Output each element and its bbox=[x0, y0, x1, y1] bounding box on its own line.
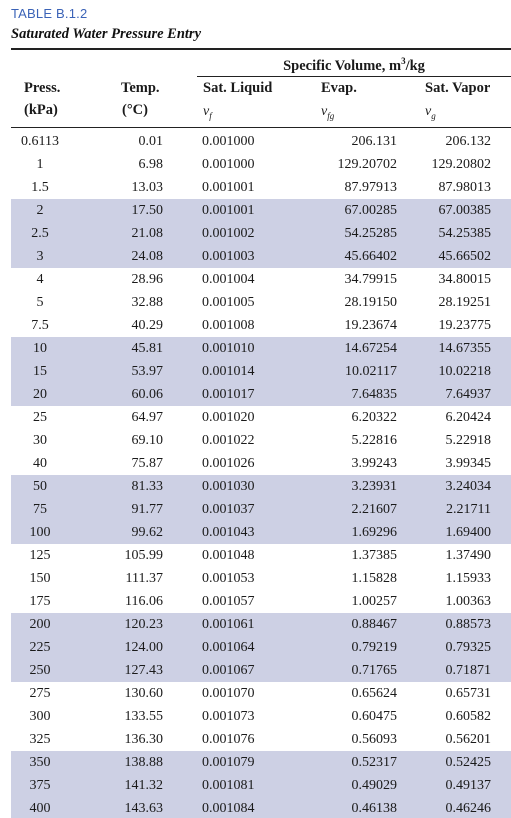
sat-liquid-cell: 0.001000 bbox=[202, 134, 255, 149]
press-cell: 10 bbox=[33, 341, 47, 356]
table-row bbox=[11, 613, 511, 636]
temp-cell: 143.63 bbox=[124, 801, 163, 816]
sat-liquid-cell: 0.001037 bbox=[202, 502, 255, 517]
press-cell: 30 bbox=[33, 433, 47, 448]
evap-cell: 10.02117 bbox=[345, 364, 397, 379]
sat-vapor-cell: 19.23775 bbox=[438, 318, 491, 333]
sat-liquid-header: Sat. Liquid bbox=[203, 80, 273, 96]
sat-liquid-cell: 0.001061 bbox=[202, 617, 255, 632]
evap-cell: 2.21607 bbox=[351, 502, 397, 517]
row-group bbox=[11, 544, 511, 613]
evap-cell: 0.79219 bbox=[351, 640, 397, 655]
sat-liquid-cell: 0.001017 bbox=[202, 387, 255, 402]
sat-vapor-cell: 0.88573 bbox=[445, 617, 491, 632]
press-cell: 200 bbox=[29, 617, 51, 632]
temp-cell: 40.29 bbox=[131, 318, 163, 333]
sat-liquid-cell: 0.001004 bbox=[202, 272, 255, 287]
sat-liquid-cell: 0.001053 bbox=[202, 571, 255, 586]
table-row bbox=[11, 337, 511, 360]
sat-liquid-cell: 0.001001 bbox=[202, 180, 255, 195]
sat-liquid-cell: 0.001001 bbox=[202, 203, 255, 218]
evap-cell: 206.131 bbox=[351, 134, 397, 149]
table-row bbox=[11, 314, 511, 337]
sat-liquid-cell: 0.001002 bbox=[202, 226, 255, 241]
press-cell: 3 bbox=[36, 249, 44, 264]
row-group bbox=[11, 682, 511, 751]
sat-vapor-symbol: $v_g$ bbox=[425, 104, 436, 121]
table-row bbox=[11, 130, 511, 153]
sat-vapor-header: Sat. Vapor bbox=[425, 80, 491, 96]
evap-cell: 3.99243 bbox=[351, 456, 397, 471]
temp-cell: 133.55 bbox=[124, 709, 163, 724]
press-cell: 50 bbox=[33, 479, 47, 494]
table-row bbox=[11, 521, 511, 544]
evap-symbol: $v_{fg}$ bbox=[321, 104, 335, 121]
sat-liquid-cell: 0.001020 bbox=[202, 410, 255, 425]
sat-vapor-cell: 7.64937 bbox=[445, 387, 491, 402]
evap-cell: 0.60475 bbox=[351, 709, 397, 724]
table-row bbox=[11, 360, 511, 383]
row-group bbox=[11, 751, 511, 818]
temp-cell: 28.96 bbox=[131, 272, 163, 287]
table-row bbox=[11, 590, 511, 613]
sat-vapor-cell: 14.67355 bbox=[438, 341, 491, 356]
temp-cell: 13.03 bbox=[131, 180, 163, 195]
press-header: Press. bbox=[24, 80, 61, 96]
evap-cell: 0.65624 bbox=[351, 686, 397, 701]
table-row bbox=[11, 222, 511, 245]
evap-cell: 3.23931 bbox=[351, 479, 397, 494]
header-bottom-rule bbox=[11, 127, 511, 128]
table-row bbox=[11, 544, 511, 567]
temp-cell: 138.88 bbox=[124, 755, 163, 770]
sat-liquid-cell: 0.001067 bbox=[202, 663, 255, 678]
press-cell: 325 bbox=[29, 732, 51, 747]
sat-vapor-cell: 28.19251 bbox=[438, 295, 491, 310]
evap-cell: 0.49029 bbox=[351, 778, 397, 793]
evap-cell: 0.52317 bbox=[351, 755, 397, 770]
table-row bbox=[11, 728, 511, 751]
press-cell: 15 bbox=[33, 364, 47, 379]
press-cell: 0.6113 bbox=[21, 134, 59, 149]
temp-cell: 120.23 bbox=[124, 617, 163, 632]
table-row bbox=[11, 429, 511, 452]
saturated-water-table bbox=[11, 130, 511, 818]
temp-cell: 0.01 bbox=[138, 134, 163, 149]
press-cell: 375 bbox=[29, 778, 51, 793]
evap-cell: 5.22816 bbox=[351, 433, 397, 448]
press-cell: 4 bbox=[36, 272, 44, 287]
temp-cell: 116.06 bbox=[125, 594, 163, 609]
sat-vapor-cell: 206.132 bbox=[445, 134, 491, 149]
table-row bbox=[11, 268, 511, 291]
evap-header: Evap. bbox=[321, 80, 357, 96]
sat-vapor-cell: 54.25385 bbox=[438, 226, 491, 241]
temp-unit: (°C) bbox=[122, 102, 148, 118]
top-rule bbox=[11, 48, 511, 50]
press-cell: 300 bbox=[29, 709, 51, 724]
temp-cell: 81.33 bbox=[131, 479, 163, 494]
temp-cell: 105.99 bbox=[124, 548, 163, 563]
sat-liquid-cell: 0.001003 bbox=[202, 249, 255, 264]
table-row bbox=[11, 199, 511, 222]
temp-cell: 60.06 bbox=[131, 387, 163, 402]
evap-cell: 0.46138 bbox=[351, 801, 397, 816]
press-cell: 350 bbox=[29, 755, 51, 770]
row-group bbox=[11, 130, 511, 199]
temp-cell: 53.97 bbox=[131, 364, 163, 379]
sat-vapor-cell: 67.00385 bbox=[438, 203, 491, 218]
sat-liquid-cell: 0.001026 bbox=[202, 456, 255, 471]
temp-cell: 17.50 bbox=[131, 203, 163, 218]
sat-vapor-cell: 1.15933 bbox=[445, 571, 491, 586]
temp-cell: 136.30 bbox=[124, 732, 163, 747]
evap-cell: 1.37385 bbox=[351, 548, 397, 563]
temp-cell: 99.62 bbox=[131, 525, 163, 540]
sat-liquid-cell: 0.001084 bbox=[202, 801, 255, 816]
press-cell: 2.5 bbox=[31, 226, 49, 241]
sat-liquid-symbol: $v_f$ bbox=[203, 104, 212, 121]
sat-vapor-cell: 5.22918 bbox=[445, 433, 491, 448]
evap-cell: 1.00257 bbox=[351, 594, 397, 609]
table-row bbox=[11, 751, 511, 774]
sat-vapor-cell: 6.20424 bbox=[445, 410, 491, 425]
row-group bbox=[11, 475, 511, 544]
row-group bbox=[11, 613, 511, 682]
press-cell: 175 bbox=[29, 594, 51, 609]
evap-cell: 45.66402 bbox=[344, 249, 397, 264]
evap-cell: 34.79915 bbox=[344, 272, 397, 287]
press-cell: 250 bbox=[29, 663, 51, 678]
row-group bbox=[11, 268, 511, 337]
table-row bbox=[11, 383, 511, 406]
press-cell: 1.5 bbox=[31, 180, 49, 195]
sat-vapor-cell: 87.98013 bbox=[438, 180, 491, 195]
sat-liquid-cell: 0.001043 bbox=[202, 525, 255, 540]
sat-liquid-cell: 0.001005 bbox=[202, 295, 255, 310]
table-row bbox=[11, 176, 511, 199]
sat-vapor-cell: 34.80015 bbox=[438, 272, 491, 287]
evap-cell: 0.88467 bbox=[351, 617, 397, 632]
temp-cell: 130.60 bbox=[124, 686, 163, 701]
press-cell: 2 bbox=[36, 203, 44, 218]
sat-vapor-cell: 0.71871 bbox=[445, 663, 491, 678]
sat-vapor-cell: 10.02218 bbox=[438, 364, 491, 379]
sat-liquid-cell: 0.001014 bbox=[202, 364, 255, 379]
temp-cell: 111.37 bbox=[125, 571, 163, 586]
evap-cell: 129.20702 bbox=[337, 157, 397, 172]
temp-cell: 32.88 bbox=[131, 295, 163, 310]
sat-liquid-cell: 0.001057 bbox=[202, 594, 255, 609]
sat-vapor-cell: 1.37490 bbox=[445, 548, 491, 563]
sat-liquid-cell: 0.001070 bbox=[202, 686, 255, 701]
temp-cell: 69.10 bbox=[131, 433, 163, 448]
row-group bbox=[11, 337, 511, 406]
evap-cell: 0.71765 bbox=[351, 663, 397, 678]
table-row bbox=[11, 475, 511, 498]
evap-cell: 28.19150 bbox=[344, 295, 397, 310]
table-row bbox=[11, 797, 511, 818]
evap-cell: 7.64835 bbox=[351, 387, 397, 402]
temp-cell: 124.00 bbox=[124, 640, 163, 655]
press-cell: 400 bbox=[29, 801, 51, 816]
sat-vapor-cell: 0.46246 bbox=[445, 801, 491, 816]
press-cell: 25 bbox=[33, 410, 47, 425]
sat-vapor-cell: 0.49137 bbox=[445, 778, 491, 793]
press-cell: 275 bbox=[29, 686, 51, 701]
temp-cell: 91.77 bbox=[131, 502, 163, 517]
table-row bbox=[11, 705, 511, 728]
sat-vapor-cell: 1.00363 bbox=[445, 594, 491, 609]
evap-cell: 6.20322 bbox=[351, 410, 397, 425]
sat-vapor-cell: 0.60582 bbox=[445, 709, 491, 724]
press-unit: (kPa) bbox=[24, 102, 58, 118]
press-cell: 100 bbox=[29, 525, 51, 540]
temp-cell: 6.98 bbox=[138, 157, 163, 172]
sat-liquid-cell: 0.001081 bbox=[202, 778, 255, 793]
press-cell: 7.5 bbox=[31, 318, 49, 333]
sat-vapor-cell: 45.66502 bbox=[438, 249, 491, 264]
sat-vapor-cell: 129.20802 bbox=[431, 157, 491, 172]
table-row bbox=[11, 682, 511, 705]
press-cell: 40 bbox=[33, 456, 47, 471]
evap-cell: 54.25285 bbox=[344, 226, 397, 241]
temp-cell: 24.08 bbox=[131, 249, 163, 264]
press-cell: 150 bbox=[29, 571, 51, 586]
table-row bbox=[11, 774, 511, 797]
table-title: Saturated Water Pressure Entry bbox=[11, 26, 202, 42]
table-row bbox=[11, 498, 511, 521]
evap-cell: 1.15828 bbox=[351, 571, 397, 586]
evap-cell: 1.69296 bbox=[351, 525, 397, 540]
press-cell: 5 bbox=[36, 295, 44, 310]
press-cell: 1 bbox=[36, 157, 44, 172]
sat-liquid-cell: 0.001022 bbox=[202, 433, 255, 448]
sat-vapor-cell: 3.99345 bbox=[445, 456, 491, 471]
sat-vapor-cell: 0.79325 bbox=[445, 640, 491, 655]
table-row bbox=[11, 636, 511, 659]
sat-liquid-cell: 0.001064 bbox=[202, 640, 255, 655]
press-cell: 20 bbox=[33, 387, 47, 402]
table-label: TABLE B.1.2 bbox=[11, 6, 88, 21]
table-row bbox=[11, 452, 511, 475]
temp-cell: 127.43 bbox=[124, 663, 163, 678]
temp-cell: 141.32 bbox=[124, 778, 163, 793]
temp-cell: 45.81 bbox=[131, 341, 163, 356]
table-row bbox=[11, 659, 511, 682]
table-row bbox=[11, 291, 511, 314]
sat-vapor-cell: 0.65731 bbox=[445, 686, 491, 701]
evap-cell: 14.67254 bbox=[344, 341, 397, 356]
sat-vapor-cell: 0.52425 bbox=[445, 755, 491, 770]
sat-liquid-cell: 0.001010 bbox=[202, 341, 255, 356]
table-row bbox=[11, 406, 511, 429]
table-row bbox=[11, 153, 511, 176]
temp-cell: 21.08 bbox=[131, 226, 163, 241]
sat-vapor-cell: 2.21711 bbox=[446, 502, 491, 517]
evap-cell: 87.97913 bbox=[344, 180, 397, 195]
temp-cell: 64.97 bbox=[131, 410, 163, 425]
sat-vapor-cell: 0.56201 bbox=[445, 732, 491, 747]
sat-vapor-cell: 1.69400 bbox=[445, 525, 491, 540]
temp-cell: 75.87 bbox=[131, 456, 163, 471]
specific-volume-rule bbox=[197, 76, 511, 77]
sat-liquid-cell: 0.001076 bbox=[202, 732, 255, 747]
sat-liquid-cell: 0.001030 bbox=[202, 479, 255, 494]
row-group bbox=[11, 199, 511, 268]
table-row bbox=[11, 245, 511, 268]
row-group bbox=[11, 406, 511, 475]
temp-header: Temp. bbox=[121, 80, 160, 96]
sat-liquid-cell: 0.001008 bbox=[202, 318, 255, 333]
specific-volume-header: Specific Volume, $m^3/kg$ bbox=[283, 56, 425, 74]
evap-cell: 19.23674 bbox=[344, 318, 397, 333]
evap-cell: 0.56093 bbox=[351, 732, 397, 747]
sat-liquid-cell: 0.001048 bbox=[202, 548, 255, 563]
sat-vapor-cell: 3.24034 bbox=[445, 479, 491, 494]
table-row bbox=[11, 567, 511, 590]
sat-liquid-cell: 0.001000 bbox=[202, 157, 255, 172]
press-cell: 75 bbox=[33, 502, 47, 517]
sat-liquid-cell: 0.001073 bbox=[202, 709, 255, 724]
evap-cell: 67.00285 bbox=[344, 203, 397, 218]
press-cell: 225 bbox=[29, 640, 51, 655]
press-cell: 125 bbox=[29, 548, 51, 563]
sat-liquid-cell: 0.001079 bbox=[202, 755, 255, 770]
